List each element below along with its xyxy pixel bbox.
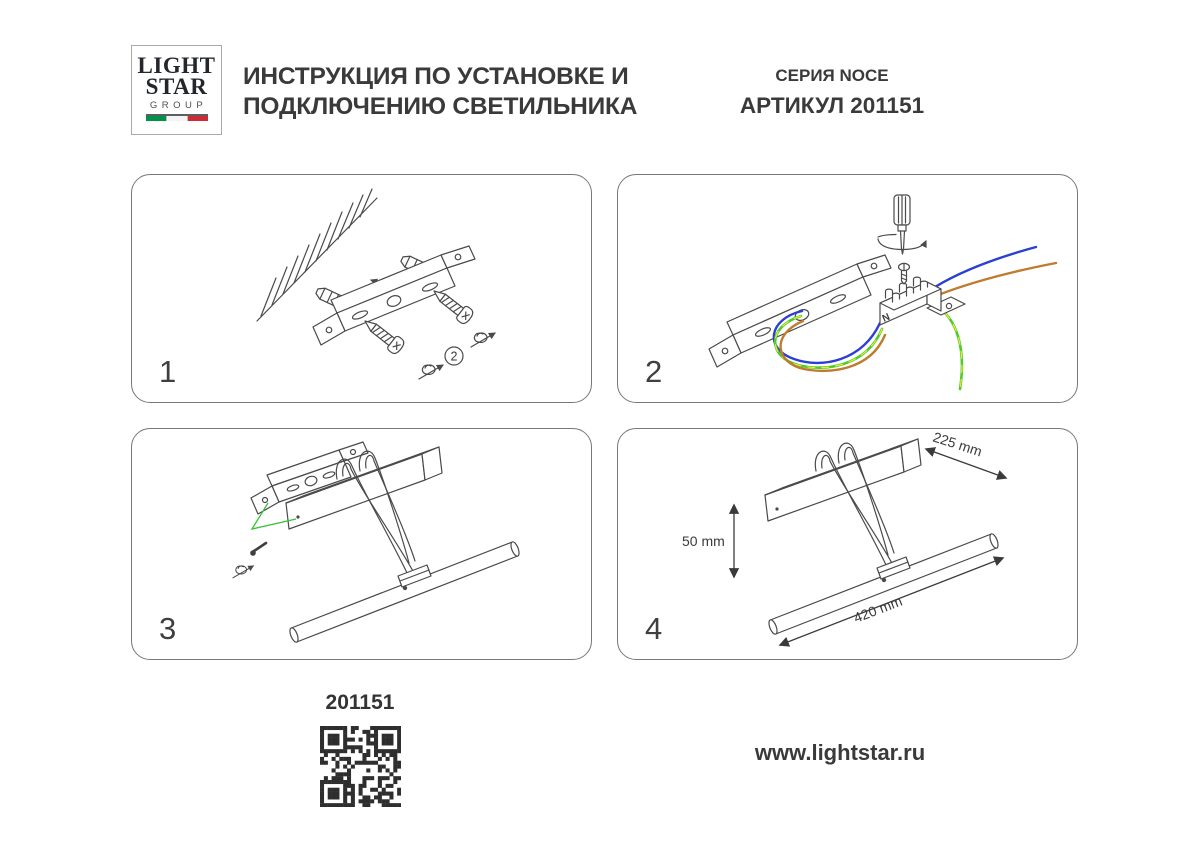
- lightstar-logo: [131, 45, 222, 135]
- step-3-panel: [131, 428, 592, 660]
- step-2-panel: [617, 174, 1078, 403]
- title-line-2: ПОДКЛЮЧЕНИЮ СВЕТИЛЬНИКА: [243, 93, 638, 120]
- page-title: [243, 62, 637, 122]
- svg-text:225 mm: 225 mm: [931, 429, 985, 460]
- dimension-depth: [926, 429, 1006, 478]
- qr-code: [320, 726, 401, 807]
- svg-text:2: 2: [450, 349, 458, 364]
- screwdriver: [878, 195, 926, 254]
- step-number: 2: [645, 354, 663, 389]
- title-line-1: ИНСТРУКЦИЯ ПО УСТАНОВКЕ И: [243, 63, 629, 90]
- step-4-drawing: [618, 429, 1077, 659]
- italian-flag-stripe: [146, 114, 208, 123]
- product-info: [712, 66, 952, 119]
- dimension-height: [682, 505, 734, 577]
- article-label: АРТИКУЛ 201151: [739, 93, 925, 118]
- mounting-screw: [360, 314, 443, 379]
- website-url: www.lightstar.ru: [754, 740, 926, 765]
- series-label: СЕРИЯ NOCE: [775, 66, 889, 85]
- terminal-screw: [899, 263, 910, 284]
- mounting-screw: [429, 284, 495, 347]
- step-1-drawing: [132, 175, 591, 402]
- fixing-screw: [233, 543, 266, 578]
- step-2-drawing: [618, 175, 1077, 402]
- step-4-panel: [617, 428, 1078, 660]
- step-number: 1: [159, 354, 177, 389]
- logo-word-light: LIGHT: [137, 53, 216, 78]
- article-code: 201151: [325, 691, 395, 714]
- terminal-label: N: [880, 311, 892, 325]
- logo-word-star: STAR: [145, 74, 208, 99]
- step-3-drawing: [132, 429, 591, 659]
- svg-text:420 mm: 420 mm: [851, 592, 905, 626]
- svg-text:50 mm: 50 mm: [682, 533, 725, 549]
- step-1-panel: [131, 174, 592, 403]
- step-number: 4: [645, 611, 663, 646]
- terminal-block: [880, 277, 965, 325]
- logo-word-group: GROUP: [149, 100, 208, 111]
- screw-count-callout: [445, 347, 463, 365]
- step-number: 3: [159, 611, 177, 646]
